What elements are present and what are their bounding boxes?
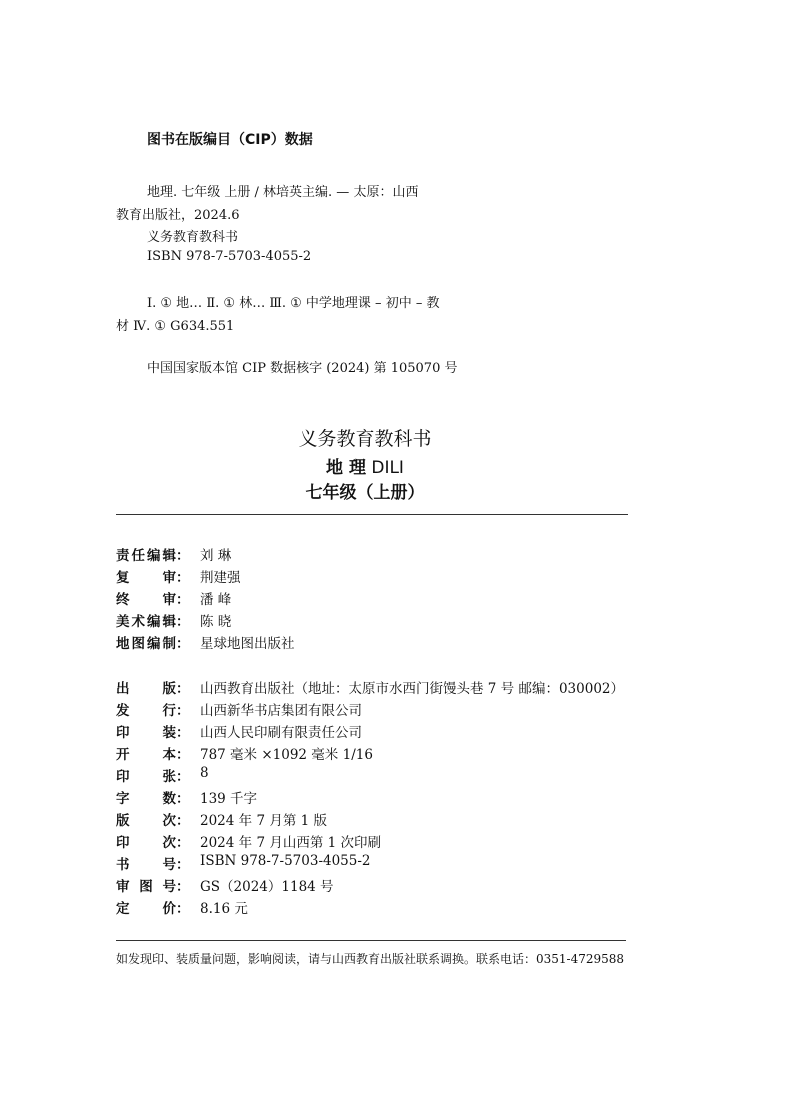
publication-value: 8.16 元 bbox=[200, 901, 248, 917]
colon: ： bbox=[176, 681, 190, 697]
staff-label: 责任编辑 bbox=[116, 548, 176, 564]
publication-row bbox=[116, 699, 362, 719]
colon: ： bbox=[176, 548, 190, 564]
book-series-title: 义务教育教科书 bbox=[298, 428, 432, 450]
colon: ： bbox=[176, 791, 190, 807]
colon: ： bbox=[176, 857, 190, 873]
publication-value: 山西新华书店集团有限公司 bbox=[200, 703, 362, 719]
footer-notice: 如发现印、装质量问题，影响阅读，请与山西教育出版社联系调换。联系电话：0351-4729588 bbox=[116, 952, 625, 966]
divider-top bbox=[116, 514, 628, 515]
staff-value: 刘 琳 bbox=[200, 548, 232, 564]
publication-label: 印张 bbox=[116, 769, 176, 785]
publication-row bbox=[116, 787, 257, 807]
publication-row bbox=[116, 765, 209, 785]
colon: ： bbox=[176, 725, 190, 741]
colon: ： bbox=[176, 614, 190, 630]
staff-value: 荆建强 bbox=[200, 570, 241, 586]
colon: ： bbox=[176, 901, 190, 917]
publication-row bbox=[116, 677, 624, 697]
staff-value: 陈 晓 bbox=[200, 614, 232, 630]
staff-row bbox=[116, 544, 231, 564]
staff-label: 地图编制 bbox=[116, 636, 176, 652]
cip-line-3: 义务教育教科书 bbox=[147, 230, 239, 245]
book-grade: 七年级（上册） bbox=[305, 483, 425, 503]
publication-row bbox=[116, 809, 327, 829]
publication-row bbox=[116, 897, 248, 917]
staff-value: 星球地图出版社 bbox=[200, 636, 295, 652]
publication-label: 印装 bbox=[116, 725, 176, 741]
staff-label: 终审 bbox=[116, 592, 176, 608]
publication-row bbox=[116, 721, 362, 741]
colon: ： bbox=[176, 592, 190, 608]
publication-row bbox=[116, 831, 381, 851]
staff-label: 复审 bbox=[116, 570, 176, 586]
publication-label: 发行 bbox=[116, 703, 176, 719]
publication-row bbox=[116, 875, 334, 895]
colon: ： bbox=[176, 703, 190, 719]
cip-line-6: 材 Ⅳ. ① G634.551 bbox=[116, 319, 235, 334]
cip-line-4: ISBN 978-7-5703-4055-2 bbox=[147, 249, 312, 264]
publication-row bbox=[116, 743, 373, 763]
cip-line-2: 教育出版社，2024.6 bbox=[116, 208, 240, 223]
colon: ： bbox=[176, 769, 190, 785]
staff-row bbox=[116, 610, 231, 630]
publication-value: 山西教育出版社（地址：太原市水西门街馒头巷 7 号 邮编：030002） bbox=[200, 681, 624, 697]
publication-label: 出版 bbox=[116, 681, 176, 697]
cip-line-5: Ⅰ. ① 地… Ⅱ. ① 林… Ⅲ. ① 中学地理课 – 初中 – 教 bbox=[147, 296, 440, 311]
publication-label: 定价 bbox=[116, 901, 176, 917]
publication-label: 版次 bbox=[116, 813, 176, 829]
subject-cn: 地 理 bbox=[326, 458, 366, 478]
cip-heading: 图书在版编目（CIP）数据 bbox=[147, 132, 313, 148]
publication-value: 787 毫米 ×1092 毫米 1/16 bbox=[200, 747, 373, 763]
colon: ： bbox=[176, 570, 190, 586]
book-subject bbox=[0, 453, 730, 478]
publication-value: GS（2024）1184 号 bbox=[200, 879, 334, 895]
colon: ： bbox=[176, 835, 190, 851]
publication-label: 字数 bbox=[116, 791, 176, 807]
publication-value: 8 bbox=[200, 765, 209, 781]
colon: ： bbox=[176, 813, 190, 829]
cip-line-7: 中国国家版本馆 CIP 数据核字 (2024) 第 105070 号 bbox=[147, 361, 458, 376]
publication-value: 2024 年 7 月山西第 1 次印刷 bbox=[200, 835, 381, 851]
colon: ： bbox=[176, 747, 190, 763]
publication-value: ISBN 978-7-5703-4055-2 bbox=[200, 853, 371, 869]
divider-bottom bbox=[116, 940, 626, 941]
colon: ： bbox=[176, 879, 190, 895]
staff-row bbox=[116, 632, 295, 652]
staff-row bbox=[116, 566, 241, 586]
publication-value: 山西人民印刷有限责任公司 bbox=[200, 725, 362, 741]
publication-value: 2024 年 7 月第 1 版 bbox=[200, 813, 327, 829]
publication-row bbox=[116, 853, 371, 873]
colon: ： bbox=[176, 636, 190, 652]
staff-label: 美术编辑 bbox=[116, 614, 176, 630]
cip-line-1: 地理. 七年级 上册 / 林培英主编. — 太原：山西 bbox=[147, 185, 419, 200]
publication-label: 书号 bbox=[116, 857, 176, 873]
staff-row bbox=[116, 588, 231, 608]
publication-label: 审图号 bbox=[116, 879, 176, 895]
publication-value: 139 千字 bbox=[200, 791, 258, 807]
publication-label: 开本 bbox=[116, 747, 176, 763]
subject-en: DILI bbox=[371, 458, 404, 478]
staff-value: 潘 峰 bbox=[200, 592, 232, 608]
publication-label: 印次 bbox=[116, 835, 176, 851]
